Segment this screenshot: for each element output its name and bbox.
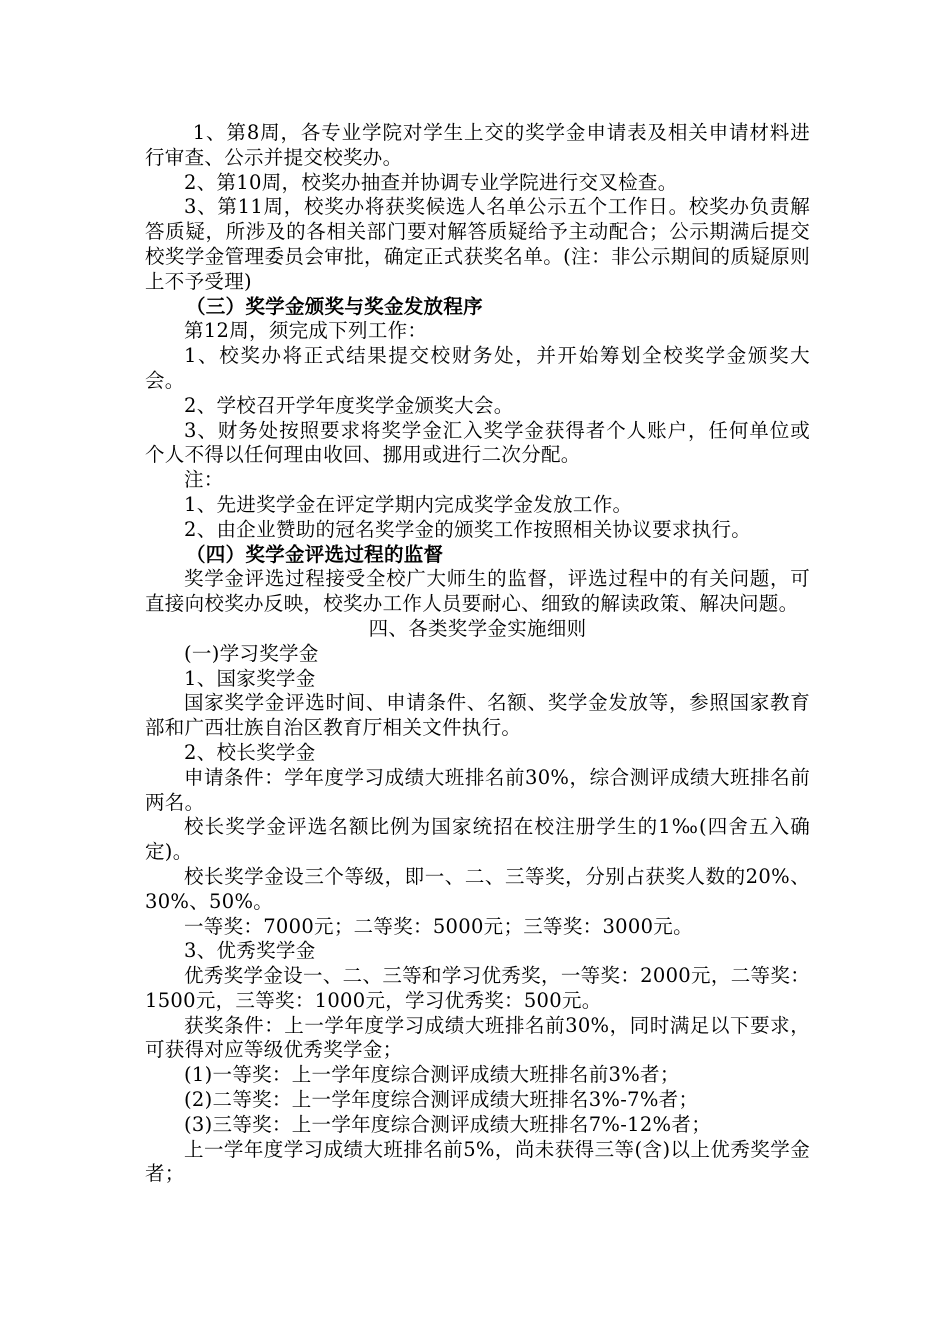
paragraph: 申请条件：学年度学习成绩大班排名前30%，综合测评成绩大班排名前两名。 [145,765,810,814]
paragraph: 2、第10周，校奖办抽查并协调专业学院进行交叉检查。 [184,170,678,194]
paragraph: (1)一等奖：上一学年度综合测评成绩大班排名前3%者； [184,1063,680,1087]
paragraph: (一)学习奖学金 [184,641,319,665]
paragraph: 第12周，须完成下列工作： [184,319,428,343]
paragraph: 1、国家奖学金 [184,666,316,690]
paragraph: 1、先进奖学金在评定学期内完成奖学金发放工作。 [184,492,633,516]
paragraph: 2、校长奖学金 [184,740,316,764]
paragraph: (2)二等奖：上一学年度综合测评成绩大班排名3%-7%者； [184,1088,699,1112]
paragraph: 注： [184,468,224,492]
paragraph: 一等奖：7000元；二等奖：5000元；三等奖：3000元。 [184,914,693,938]
paragraph: 校长奖学金评选名额比例为国家统招在校注册学生的1‰(四舍五入确定)。 [145,815,810,864]
document-body [145,121,810,1187]
paragraph: 3、第11周，校奖办将获奖候选人名单公示五个工作日。校奖办负责解答质疑，所涉及的各相关部门要对解答质疑给予主动配合；公示期满后提交校奖学金管理委员会审批，确定正式获奖名单。(注：非公示期间的质疑原则上不予受理) [145,195,810,293]
paragraph: 优秀奖学金设一、二、三等和学习优秀奖，一等奖：2000元，二等奖：1500元，三等奖：1000元，学习优秀奖：500元。 [145,964,810,1012]
paragraph: 获奖条件：上一学年度学习成绩大班排名前30%，同时满足以下要求，可获得对应等级优秀奖学金； [145,1013,810,1062]
paragraph: 3、财务处按照要求将奖学金汇入奖学金获得者个人账户，任何单位或个人不得以任何理由收回、挪用或进行二次分配。 [145,418,810,467]
paragraph: 奖学金评选过程接受全校广大师生的监督，评选过程中的有关问题，可直接向校奖办反映，校奖办工作人员要耐心、细致的解读政策、解决问题。 [145,567,810,616]
paragraph: 1、校奖办将正式结果提交校财务处，并开始筹划全校奖学金颁奖大会。 [145,344,810,392]
paragraph: 上一学年度学习成绩大班排名前5%，尚未获得三等(含)以上优秀奖学金者； [145,1137,810,1186]
paragraph: 3、优秀奖学金 [184,939,316,963]
section-heading: （三）奖学金颁奖与奖金发放程序 [185,294,483,318]
paragraph: 1、第8周，各专业学院对学生上交的奖学金申请表及相关申请材料进行审查、公示并提交校奖办。 [145,121,810,169]
paragraph: 国家奖学金评选时间、申请条件、名额、奖学金发放等，参照国家教育部和广西壮族自治区教育厅相关文件执行。 [145,691,810,740]
paragraph: 校长奖学金设三个等级，即一、二、三等奖，分别占获奖人数的20%、30%、50%。 [145,864,810,913]
paragraph: (3)三等奖：上一学年度综合测评成绩大班排名7%-12%者； [184,1112,711,1136]
chapter-title: 四、各类奖学金实施细则 [368,616,587,640]
paragraph: 2、由企业赞助的冠名奖学金的颁奖工作按照相关协议要求执行。 [184,517,752,541]
paragraph: 2、学校召开学年度奖学金颁奖大会。 [184,393,514,417]
section-heading: （四）奖学金评选过程的监督 [185,542,444,566]
